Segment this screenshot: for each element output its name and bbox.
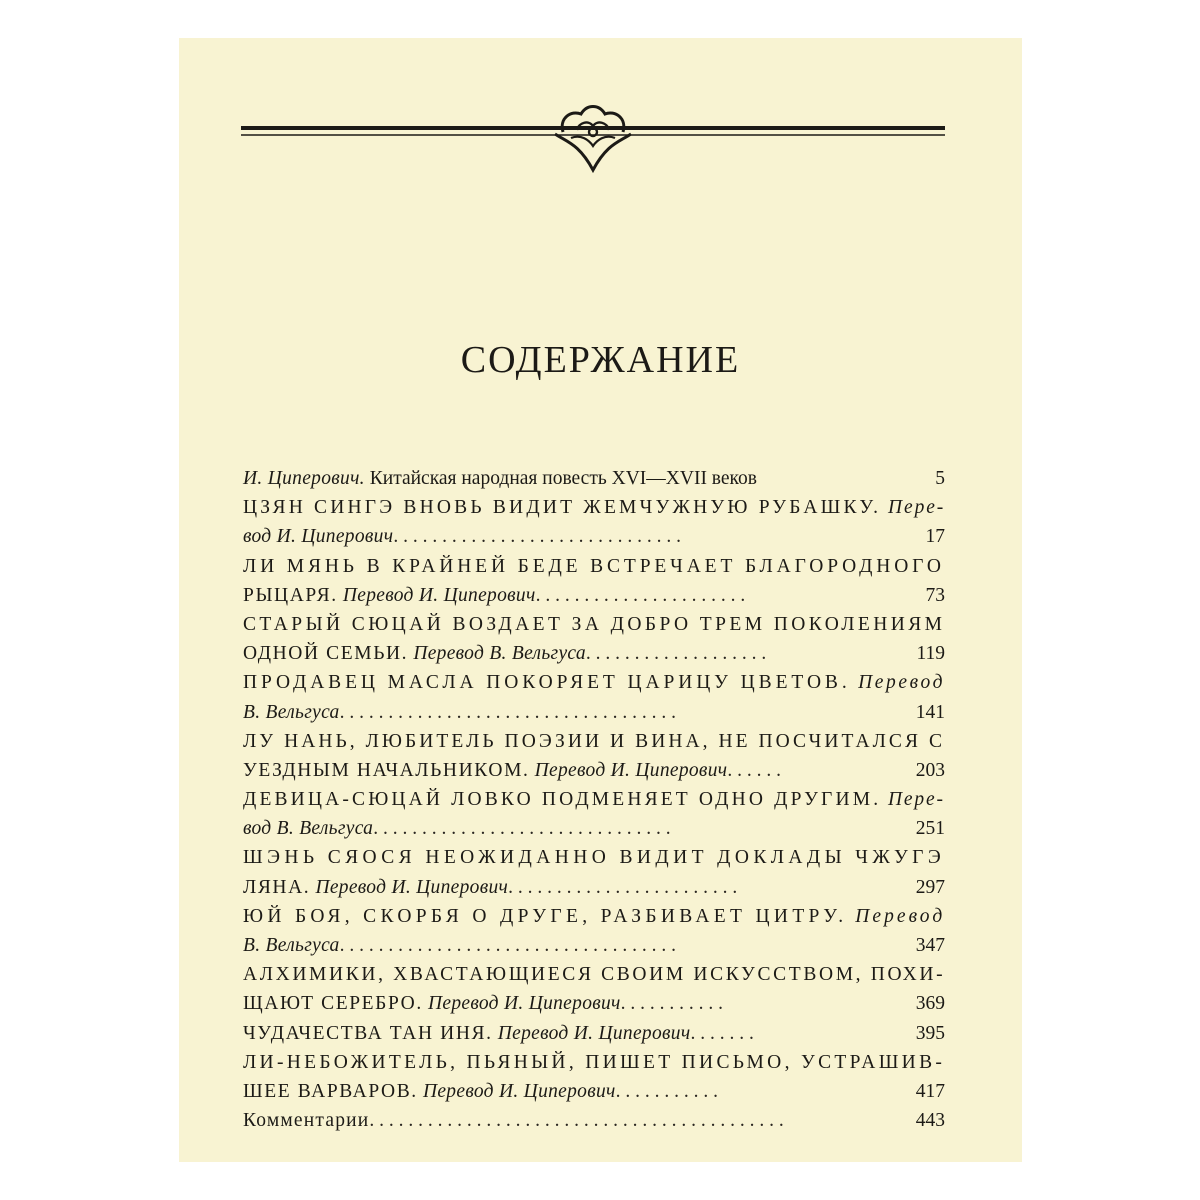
translator-credit: В. Вельгуса (243, 701, 340, 723)
entry-title: СТАРЫЙ СЮЦАЙ ВОЗДАЕТ ЗА ДОБРО ТРЕМ ПОКОЛЕНИЯМ (243, 613, 946, 635)
ornament-icon (241, 74, 945, 176)
entry-title: ЮЙ БОЯ, СКОРБЯ О ДРУГЕ, РАЗБИВАЕТ ЦИТРУ. (243, 905, 848, 927)
table-of-contents (243, 464, 945, 1135)
toc-line (243, 668, 945, 697)
page-number: 17 (925, 526, 945, 548)
toc-line-text (243, 668, 945, 697)
entry-title: ОДНОЙ СЕМЬИ. (243, 643, 409, 665)
toc-line (243, 698, 945, 727)
dot-leaders: . . . . . . . . . . . (620, 993, 724, 1015)
toc-line-text (243, 843, 945, 872)
toc-line (243, 1048, 945, 1077)
toc-line-text (243, 522, 681, 551)
translator-credit: Перевод И. Циперович (492, 1022, 691, 1044)
entry-title: ЦЗЯН СИНГЭ ВНОВЬ ВИДИТ ЖЕМЧУЖНУЮ РУБАШКУ. (243, 497, 882, 519)
page-number: 369 (915, 993, 945, 1015)
toc-line (243, 873, 945, 902)
translator-credit: вод И. Циперович (243, 526, 394, 548)
toc-line (243, 552, 945, 581)
toc-line-text (243, 814, 671, 843)
entry-title: ШЭНЬ СЯОСЯ НЕОЖИДАННО ВИДИТ ДОКЛАДЫ ЧЖУГЭ (243, 847, 946, 869)
dot-leaders: . . . . . . . . . . . . . . . . . . . . . . . . . . . . . . . . . . . . . . . . . . . (369, 1110, 784, 1132)
entry-title: ЛЯНА. (243, 876, 311, 898)
entry-title: ДЕВИЦА-СЮЦАЙ ЛОВКО ПОДМЕНЯЕТ ОДНО ДРУГИМ. (243, 789, 882, 811)
entry-title: ЧУДАЧЕСТВА ТАН ИНЯ. (243, 1022, 493, 1044)
toc-line-text (243, 581, 745, 610)
book-page (179, 38, 1022, 1162)
translator-credit: Перевод И. Циперович (310, 876, 509, 898)
page-number: 141 (915, 701, 945, 723)
toc-line-text (243, 727, 945, 756)
toc-line (243, 493, 945, 522)
toc-line (243, 464, 945, 493)
toc-line-text (243, 1106, 784, 1135)
dot-leaders: . . . . . . . . . . . . . . . . . . . . . . . . . . . . . . (393, 526, 681, 548)
toc-line (243, 931, 945, 960)
entry-title: АЛХИМИКИ, ХВАСТАЮЩИЕСЯ СВОИМ ИСКУССТВОМ, ПОХИ- (243, 964, 946, 986)
translator-credit: Перевод И. Циперович (337, 584, 536, 606)
entry-title: Китайская народная повесть XVI—XVII веков (364, 468, 757, 489)
toc-line-text (243, 1019, 754, 1048)
entry-title: ПРОДАВЕЦ МАСЛА ПОКОРЯЕТ ЦАРИЦУ ЦВЕТОВ. (243, 672, 851, 694)
translator-credit: Перевод (850, 672, 946, 694)
toc-line (243, 610, 945, 639)
entry-title: УЕЗДНЫМ НАЧАЛЬНИКОМ. (243, 759, 530, 781)
translator-credit: Перевод В. Вельгуса (408, 643, 586, 665)
page-number: 251 (915, 818, 945, 840)
dot-leaders: . . . . . . . . . . . . . . . . . . . . . . . . . . . . . . . (373, 818, 671, 840)
toc-line-text (243, 1077, 718, 1106)
entry-title: ЛУ НАНЬ, ЛЮБИТЕЛЬ ПОЭЗИИ И ВИНА, НЕ ПОСЧИТАЛСЯ С (243, 730, 946, 752)
translator-credit: И. Циперович. (243, 468, 365, 489)
toc-line (243, 785, 945, 814)
toc-line-text (243, 552, 945, 581)
entry-title: ШЕЕ ВАРВАРОВ. (243, 1080, 418, 1102)
translator-credit: Пере- (881, 497, 946, 519)
entry-title: Комментарии (243, 1110, 370, 1132)
toc-line (243, 1019, 945, 1048)
entry-title: РЫЦАРЯ. (243, 584, 338, 606)
toc-line (243, 639, 945, 668)
entry-title: ЛИ-НЕБОЖИТЕЛЬ, ПЬЯНЫЙ, ПИШЕТ ПИСЬМО, УСТРАШИВ- (243, 1051, 946, 1073)
page-number: 395 (915, 1022, 945, 1044)
translator-credit: Перевод И. Циперович (422, 993, 621, 1015)
toc-line-text (243, 902, 945, 931)
toc-line-text (243, 873, 737, 902)
toc-line-text (243, 1048, 945, 1077)
toc-line-text (243, 493, 945, 522)
dot-leaders: . . . . . . . . . . . . . . . . . . . . . . (535, 584, 746, 606)
toc-line-text (243, 464, 757, 493)
page-number: 5 (935, 468, 945, 489)
page-number: 417 (915, 1080, 945, 1102)
toc-line-text (243, 989, 723, 1018)
entry-title: ЛИ МЯНЬ В КРАЙНЕЙ БЕДЕ ВСТРЕЧАЕТ БЛАГОРОДНОГО (243, 555, 945, 577)
dot-leaders: . . . . . . . . . . . . . . . . . . . . . . . . (508, 876, 738, 898)
dot-leaders: . . . . . . . (690, 1022, 754, 1044)
dot-leaders: . . . . . . . . . . . (615, 1080, 719, 1102)
page-number: 347 (915, 935, 945, 956)
toc-line (243, 843, 945, 872)
toc-line-text (243, 960, 945, 989)
toc-line (243, 1077, 945, 1106)
toc-line-text (243, 931, 676, 960)
toc-line (243, 814, 945, 843)
toc-line (243, 522, 945, 551)
translator-credit: Перевод И. Циперович (417, 1080, 616, 1102)
translator-credit: вод В. Вельгуса (243, 818, 374, 840)
toc-line-text (243, 639, 766, 668)
entry-title: ЩАЮТ СЕРЕБРО. (243, 993, 423, 1015)
toc-line (243, 989, 945, 1018)
toc-line (243, 1106, 945, 1135)
toc-line (243, 756, 945, 785)
dot-leaders: . . . . . . . . . . . . . . . . . . . . . . . . . . . . . . . . . . . (339, 935, 676, 956)
toc-line (243, 581, 945, 610)
toc-line (243, 960, 945, 989)
toc-line-text (243, 756, 781, 785)
dot-leaders: . . . . . . . . . . . . . . . . . . . . . . . . . . . . . . . . . . . (339, 701, 676, 723)
translator-credit: Перевод (847, 905, 946, 927)
translator-credit: В. Вельгуса (243, 935, 340, 956)
translator-credit: Перевод И. Циперович (529, 759, 728, 781)
page-number: 119 (916, 643, 945, 665)
page-number: 73 (925, 584, 945, 606)
page-number: 443 (915, 1110, 945, 1132)
toc-line-text (243, 785, 945, 814)
page-title: СОДЕРЖАНИЕ (460, 339, 741, 381)
toc-line (243, 727, 945, 756)
page-number: 297 (915, 876, 945, 898)
toc-line-text (243, 698, 676, 727)
dot-leaders: . . . . . . . . . . . . . . . . . . . (585, 643, 767, 665)
toc-line (243, 902, 945, 931)
toc-line-text (243, 610, 945, 639)
page-number: 203 (915, 759, 945, 781)
translator-credit: Пере- (881, 789, 945, 811)
dot-leaders: . . . . . . (727, 759, 781, 781)
